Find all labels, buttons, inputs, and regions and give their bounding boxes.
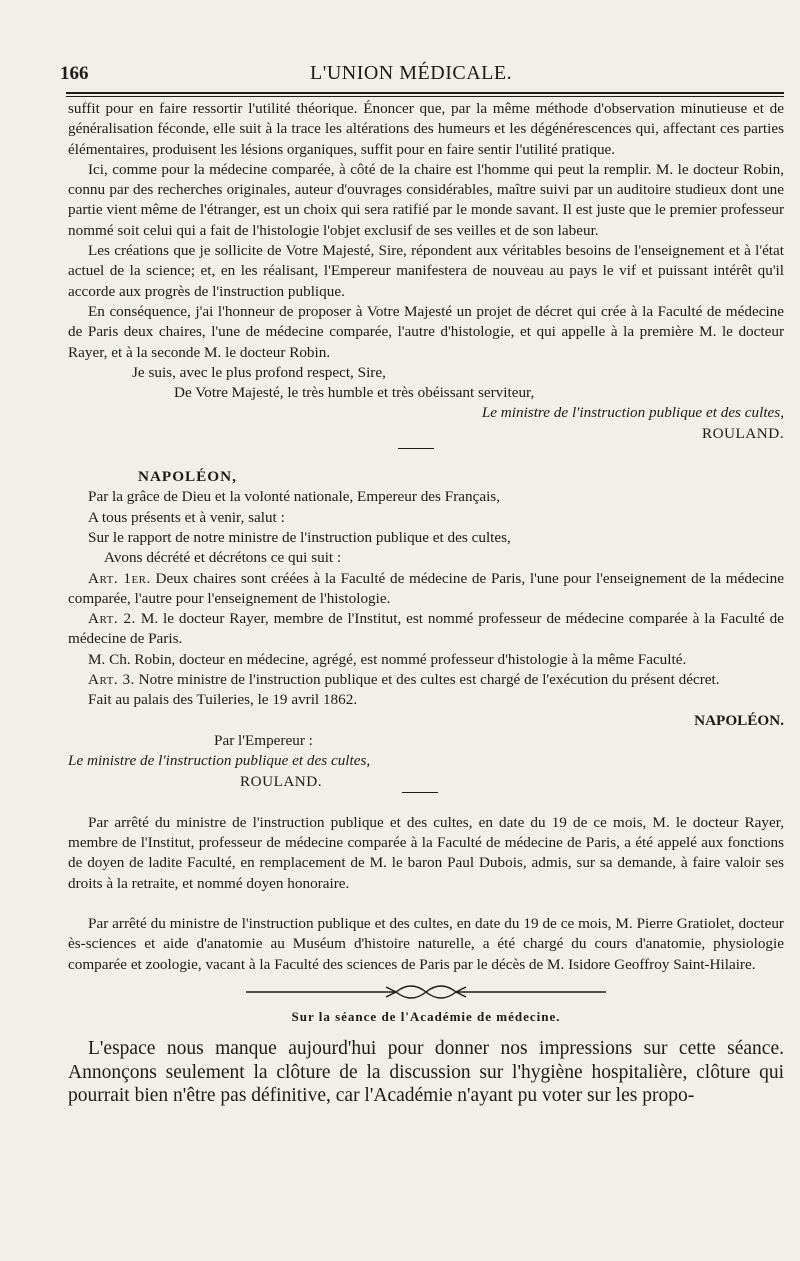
page-number: 166 (60, 63, 89, 84)
decree-signature: ROULAND. (240, 772, 323, 790)
article-1-label: Art. 1er. (88, 569, 151, 587)
arrete-1: Par arrêté du ministre de l'instruction publique et des cultes, en date du 19 de ce mois, M. le docteur Rayer, membre de l'Institut, professeur de médecine comparée à la Faculté de médecine de Paris, a été appelé aux fonctions de doyen de ladite Faculté, en remplacement de M. le baron Paul Dubois, admis, sur sa demande, à faire valoir ses droits à la retraite, et nommé doyen honoraire. (68, 813, 784, 892)
report-minister-title: Le ministre de l'instruction publique et des cultes, (481, 404, 784, 422)
decree-par-empereur: Par l'Empereur : (214, 731, 313, 749)
header-rule-thin (66, 96, 784, 97)
decree-emperor: NAPOLÉON, (138, 468, 237, 486)
article-1-text: Deux chaires sont créées à la Faculté de médecine de Paris, l'une pour l'enseignement de la médecine comparée, l'autre pour l'enseignement de l'histologie. (68, 569, 784, 607)
section-text: L'espace nous manque aujourd'hui pour donner nos impressions sur cette séance. Annonçons seulement la clôture de la discussion sur l'hygiène hospitalière, clôture qui pourrait bien n'être pas définitive, car l'Académie n'ayant pu voter sur les propo- (68, 1038, 784, 1107)
decree-line-2: A tous présents et à venir, salut : (88, 508, 285, 526)
decree-line-4: Avons décrété et décrétons ce qui suit : (104, 549, 342, 567)
decree-article-2b: M. Ch. Robin, docteur en médecine, agrégé, est nommé professeur d'histologie à la même Faculté. (88, 650, 687, 668)
ornamental-divider (246, 983, 606, 1001)
decree-article-1 (68, 569, 784, 610)
decree-date: Fait au palais des Tuileries, le 19 avril 1862. (88, 691, 358, 709)
article-3-label: Art. 3. (88, 671, 135, 689)
article-2-label: Art. 2. (88, 610, 136, 628)
page-header (60, 62, 760, 92)
report-signature: ROULAND. (701, 424, 784, 442)
divider-short (398, 448, 434, 449)
page-body (68, 99, 784, 1108)
article-3-text: Notre ministre de l'instruction publique et des cultes est chargé de l'exécution du présent décret. (138, 671, 720, 689)
decree-line-1: Par la grâce de Dieu et la volonté nationale, Empereur des Français, (88, 488, 501, 506)
article-2-text: M. le docteur Rayer, membre de l'Institut, est nommé professeur de médecine comparée à la Faculté de médecine de Paris. (68, 610, 784, 648)
report-paragraph-4: En conséquence, j'ai l'honneur de proposer à Votre Majesté un projet de décret qui crée à la Faculté de médecine de Paris deux chaires, l'une de médecine comparée, l'autre d'histologie, et qui appelle à la première M. le docteur Rayer, et à la seconde M. le docteur Robin. (68, 302, 784, 361)
section-title: Sur la séance de l'Académie de médecine. (291, 1008, 561, 1024)
decree-signed: NAPOLÉON. (694, 711, 784, 729)
closing-line-2: De Votre Majesté, le très humble et très obéissant serviteur, (174, 384, 535, 402)
decree-article-2 (68, 609, 784, 650)
report-paragraph-1: suffit pour en faire ressortir l'utilité théorique. Énoncer que, par la même méthode d'observation minutieuse et de généralisation féconde, elle suit à la trace les altérations des humeurs et les dégénérescences qui, affectant ces parties élémentaires, produisent les lésions organiques, suffit pour en faire sentir l'utilité pratique. (68, 100, 784, 158)
decree-article-3 (68, 670, 784, 690)
decree-line-3: Sur le rapport de notre ministre de l'instruction publique et des cultes, (88, 528, 511, 546)
arrete-2: Par arrêté du ministre de l'instruction publique et des cultes, en date du 19 de ce mois, M. Pierre Gratiolet, docteur ès-sciences et aide d'anatomie au Muséum d'histoire naturelle, a été chargé du cours d'anatomie, physiologie comparée et zoologie, vacant à la Faculté des sciences de Paris par le décès de M. Isidore Geoffroy Saint-Hilaire. (68, 914, 784, 973)
decree-minister-title: Le ministre de l'instruction publique et des cultes, (68, 752, 371, 770)
header-rule (66, 92, 784, 94)
report-paragraph-3: Les créations que je sollicite de Votre Majesté, Sire, répondent aux véritables besoins de l'enseignement et à l'état actuel de la science; et, en les réalisant, l'Empereur manifestera de nouveau au pays le vif et puissant intérêt qu'il accorde aux progrès de l'instruction publique. (68, 242, 784, 300)
report-paragraph-2: Ici, comme pour la médecine comparée, à côté de la chaire est l'homme qui peut la remplir. M. le docteur Robin, connu par des recherches originales, auteur d'ouvrages considérables, maître suivi par un auditoire studieux dont une partie vient même de l'étranger, est un choix qui sera ratifié par le monde savant. Il est juste que le premier professeur nommé soit celui qui a fait de l'histologie l'objet exclusif de ses veilles et de son labeur. (68, 160, 784, 239)
running-title: L'UNION MÉDICALE. (310, 62, 513, 84)
closing-line-1: Je suis, avec le plus profond respect, Sire, (132, 363, 386, 381)
